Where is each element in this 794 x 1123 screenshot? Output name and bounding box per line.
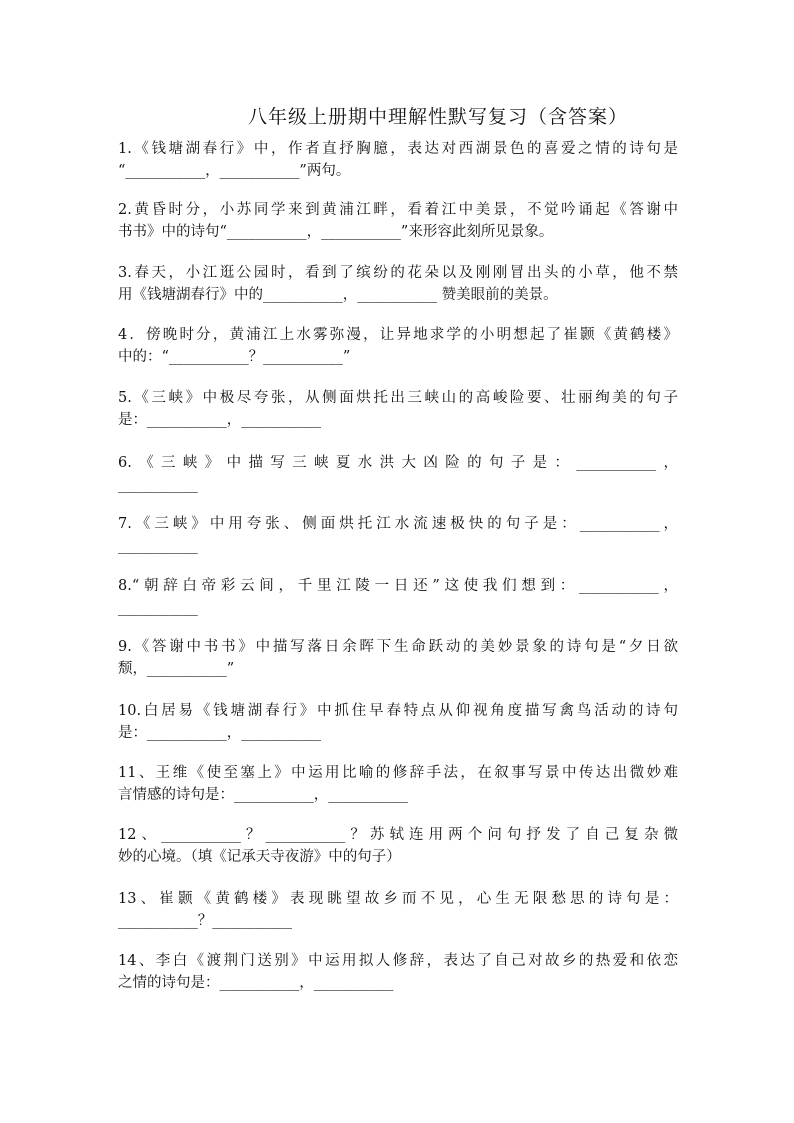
- question-10: [118, 700, 678, 744]
- question-9: [118, 636, 678, 680]
- question-line: 3.春天，小江逛公园时，看到了缤纷的花朵以及刚刚冒出头的小草，他不禁: [118, 265, 678, 281]
- question-line: 是：___________，___________: [118, 412, 321, 428]
- question-line: 颓，___________”: [118, 661, 235, 677]
- question-6: [118, 452, 678, 496]
- question-line: 书书》中的诗句“___________，___________”来形容此刻所见景象。: [118, 224, 554, 240]
- question-line: 8.“朝辞白帝彩云间，千里江陵一日还”这使我们想到：___________，: [118, 578, 678, 594]
- question-line: ___________: [118, 477, 198, 493]
- question-line: 10.白居易《钱塘湖春行》中抓住早春特点从仰视角度描写禽鸟活动的诗句: [118, 703, 678, 719]
- question-1: [118, 138, 678, 182]
- page-title: 八年级上册期中理解性默写复习（含答案）: [248, 106, 629, 128]
- question-12: [118, 824, 678, 868]
- question-line: 6.《三峡》中描写三峡夏水洪大凶险的句子是：___________，: [118, 455, 678, 471]
- question-5: [118, 387, 678, 431]
- question-line: 中的：“___________？___________”: [118, 349, 351, 365]
- question-13: [118, 888, 678, 932]
- question-line: 11、王维《使至塞上》中运用比喻的修辞手法，在叙事写景中传达出微妙难: [118, 765, 678, 781]
- question-line: 是：___________，___________: [118, 725, 321, 741]
- question-11: [118, 762, 678, 806]
- question-line: 2.黄昏时分，小苏同学来到黄浦江畔，看着江中美景，不觉吟诵起《答谢中: [118, 202, 678, 218]
- question-line: “___________，___________”两句。: [118, 163, 351, 179]
- question-3: [118, 262, 678, 306]
- question-line: 4．傍晚时分，黄浦江上水雾弥漫，让异地求学的小明想起了崔颢《黄鹤楼》: [118, 327, 678, 343]
- question-line: ___________？___________: [118, 913, 292, 929]
- question-line: 7.《三峡》中用夸张、侧面烘托江水流速极快的句子是：___________，: [118, 516, 678, 532]
- question-line: 之情的诗句是：___________，___________: [118, 975, 394, 991]
- question-14: [118, 950, 678, 994]
- question-line: 12、___________？___________？苏轼连用两个问句抒发了自己复杂微: [118, 827, 678, 843]
- question-4: [118, 324, 678, 368]
- question-line: 5.《三峡》中极尽夸张，从侧面烘托出三峡山的高峻险要、壮丽绚美的句子: [118, 390, 678, 406]
- question-line: 9.《答谢中书书》中描写落日余晖下生命跃动的美妙景象的诗句是“夕日欲: [118, 639, 678, 655]
- question-line: ___________: [118, 600, 198, 616]
- question-7: [118, 513, 678, 557]
- question-line: 言情感的诗句是：___________，___________: [118, 787, 408, 803]
- question-line: 1.《钱塘湖春行》中，作者直抒胸臆，表达对西湖景色的喜爱之情的诗句是: [118, 141, 678, 157]
- question-line: 13、崔颢《黄鹤楼》表现眺望故乡而不见，心生无限愁思的诗句是：: [118, 891, 678, 907]
- question-2: [118, 199, 678, 243]
- question-line: 妙的心境。（填《记承天寺夜游》中的句子）: [118, 849, 401, 865]
- question-8: [118, 575, 678, 619]
- question-line: 14、李白《渡荆门送别》中运用拟人修辞，表达了自己对故乡的热爱和依恋: [118, 953, 678, 969]
- question-line: 用《钱塘湖春行》中的___________，___________ 赞美眼前的美景。: [118, 287, 558, 303]
- question-line: ___________: [118, 538, 198, 554]
